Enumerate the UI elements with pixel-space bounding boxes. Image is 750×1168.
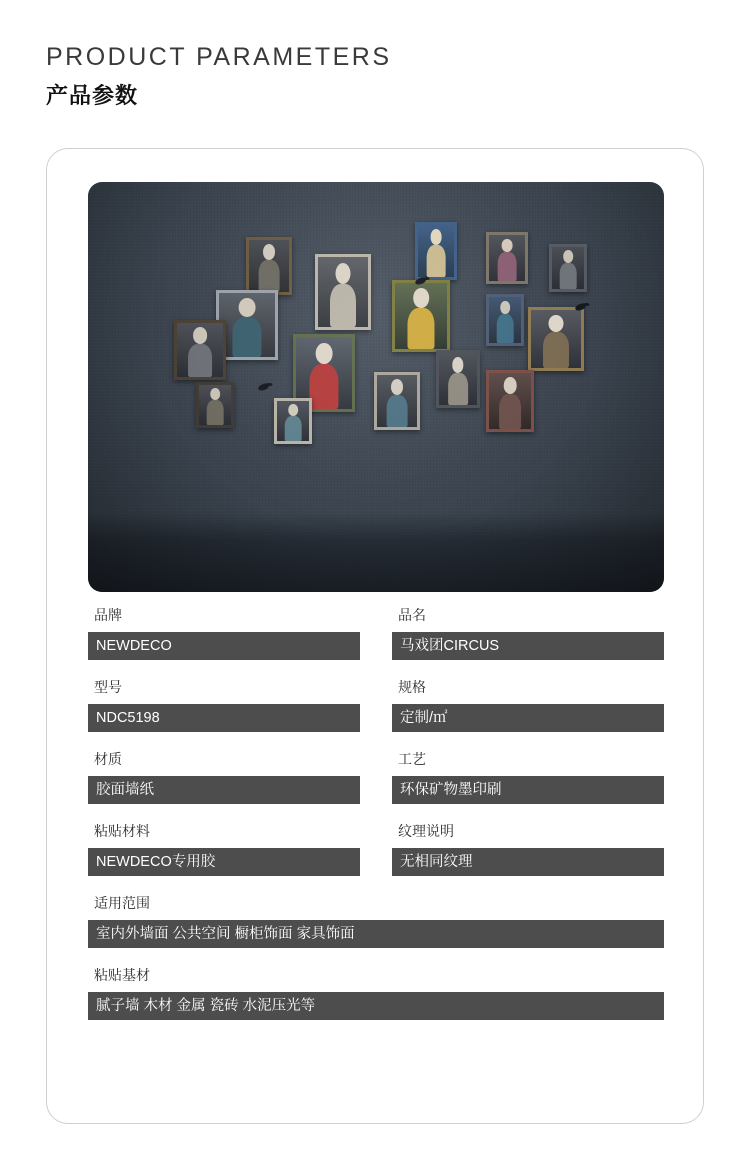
spec-row bbox=[88, 676, 664, 732]
spec-item-model bbox=[88, 676, 360, 732]
spec-value: 无相同纹理 bbox=[392, 848, 664, 876]
spec-value: NDC5198 bbox=[88, 704, 360, 732]
product-parameters-card bbox=[46, 148, 704, 1124]
spec-value: 马戏团CIRCUS bbox=[392, 632, 664, 660]
spec-item-material bbox=[88, 748, 360, 804]
image-vignette bbox=[88, 182, 664, 592]
spec-value: NEWDECO bbox=[88, 632, 360, 660]
spec-item-texture-note bbox=[392, 820, 664, 876]
spec-label: 品名 bbox=[398, 607, 426, 623]
spec-row bbox=[88, 748, 664, 804]
spec-label: 品牌 bbox=[94, 607, 122, 623]
spec-label: 规格 bbox=[398, 679, 426, 695]
spec-list bbox=[88, 604, 664, 1036]
spec-item-specification bbox=[392, 676, 664, 732]
spec-value: 室内外墙面 公共空间 橱柜饰面 家具饰面 bbox=[88, 920, 664, 948]
spec-label: 粘贴材料 bbox=[94, 823, 150, 839]
page-header bbox=[46, 40, 392, 112]
spec-row bbox=[88, 964, 664, 1020]
spec-value: 定制/㎡ bbox=[392, 704, 664, 732]
spec-label: 适用范围 bbox=[94, 895, 150, 911]
spec-row bbox=[88, 604, 664, 660]
spec-item-craft bbox=[392, 748, 664, 804]
spec-value: 环保矿物墨印刷 bbox=[392, 776, 664, 804]
spec-label: 工艺 bbox=[398, 751, 426, 767]
product-image bbox=[88, 182, 664, 592]
spec-row bbox=[88, 820, 664, 876]
spec-label: 材质 bbox=[94, 751, 122, 767]
spec-item-product-name bbox=[392, 604, 664, 660]
spec-label: 纹理说明 bbox=[398, 823, 454, 839]
page-title-english: PRODUCT PARAMETERS bbox=[46, 43, 392, 71]
spec-item-substrate bbox=[88, 964, 664, 1020]
spec-item-adhesive bbox=[88, 820, 360, 876]
spec-value: NEWDECO专用胶 bbox=[88, 848, 360, 876]
spec-item-application-scope bbox=[88, 892, 664, 948]
spec-value: 胶面墙纸 bbox=[88, 776, 360, 804]
page-title-chinese: 产品参数 bbox=[46, 83, 139, 108]
spec-label: 型号 bbox=[94, 679, 122, 695]
spec-row bbox=[88, 892, 664, 948]
spec-label: 粘贴基材 bbox=[94, 967, 150, 983]
spec-item-brand bbox=[88, 604, 360, 660]
spec-value: 腻子墙 木材 金属 瓷砖 水泥压光等 bbox=[88, 992, 664, 1020]
